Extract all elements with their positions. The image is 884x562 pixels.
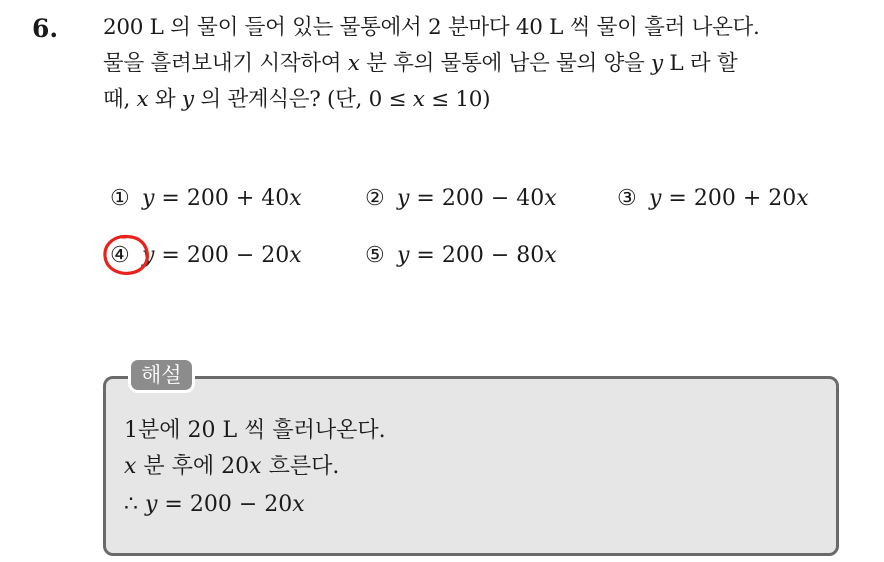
solution-tag: 해설	[128, 357, 195, 393]
var-x: x	[124, 454, 137, 479]
choice-marker: ⑤	[365, 243, 385, 268]
var-y: y	[397, 186, 410, 211]
var-x: x	[796, 186, 809, 211]
var-y: y	[650, 51, 663, 76]
choice-marker: ②	[365, 186, 385, 211]
var-y: y	[145, 492, 158, 517]
answer-circle-mark	[101, 232, 151, 278]
var-x: x	[249, 454, 262, 479]
text: ≤ 10)	[424, 87, 491, 112]
question-number: 6.	[32, 14, 59, 43]
question-line-3	[103, 82, 873, 118]
question-text	[103, 10, 873, 118]
choice-expression: = 200 − 80	[409, 243, 545, 268]
choice-marker: ③	[617, 186, 637, 211]
var-x: x	[136, 87, 149, 112]
var-y: y	[181, 87, 194, 112]
var-y: y	[397, 243, 410, 268]
question-line-1: 200 L 의 물이 들어 있는 물통에서 2 분마다 40 L 씩 물이 흘러 나온다.	[103, 15, 760, 40]
var-x: x	[412, 87, 425, 112]
text: = 200 − 20	[157, 492, 293, 517]
therefore-symbol: ∴	[124, 492, 145, 517]
solution-line-2	[124, 452, 339, 482]
var-y: y	[649, 186, 662, 211]
text: 흐른다.	[261, 454, 340, 479]
choice-2[interactable]	[365, 184, 557, 214]
var-x: x	[347, 51, 360, 76]
choice-5[interactable]	[365, 241, 557, 271]
text: 의 관계식은? (단, 0 ≤	[193, 87, 413, 112]
choice-expression: = 200 − 40	[409, 186, 545, 211]
var-y: y	[142, 186, 155, 211]
solution-line-1: 1분에 20 L 씩 흘러나온다.	[124, 418, 386, 443]
var-x: x	[544, 186, 557, 211]
text: 분 후의 물통에 남은 물의 양을	[359, 51, 651, 76]
choice-expression: = 200 − 20	[154, 243, 290, 268]
choice-marker: ①	[110, 186, 130, 211]
var-x: x	[292, 492, 305, 517]
var-x: x	[544, 243, 557, 268]
solution-line-3	[124, 490, 305, 520]
var-x: x	[289, 186, 302, 211]
choice-marker: ④	[110, 243, 130, 268]
choice-expression: = 200 + 40	[154, 186, 290, 211]
text: 와	[148, 87, 182, 112]
var-y: y	[142, 243, 155, 268]
text: 분 후에 20	[136, 454, 250, 479]
text: L 라 할	[662, 51, 738, 76]
text: 때,	[103, 87, 137, 112]
text: 물을 흘려보내기 시작하여	[103, 51, 348, 76]
choice-3[interactable]	[617, 184, 809, 214]
question-line-2	[103, 46, 873, 82]
choice-expression: = 200 + 20	[661, 186, 797, 211]
var-x: x	[289, 243, 302, 268]
choice-1[interactable]	[110, 184, 302, 214]
